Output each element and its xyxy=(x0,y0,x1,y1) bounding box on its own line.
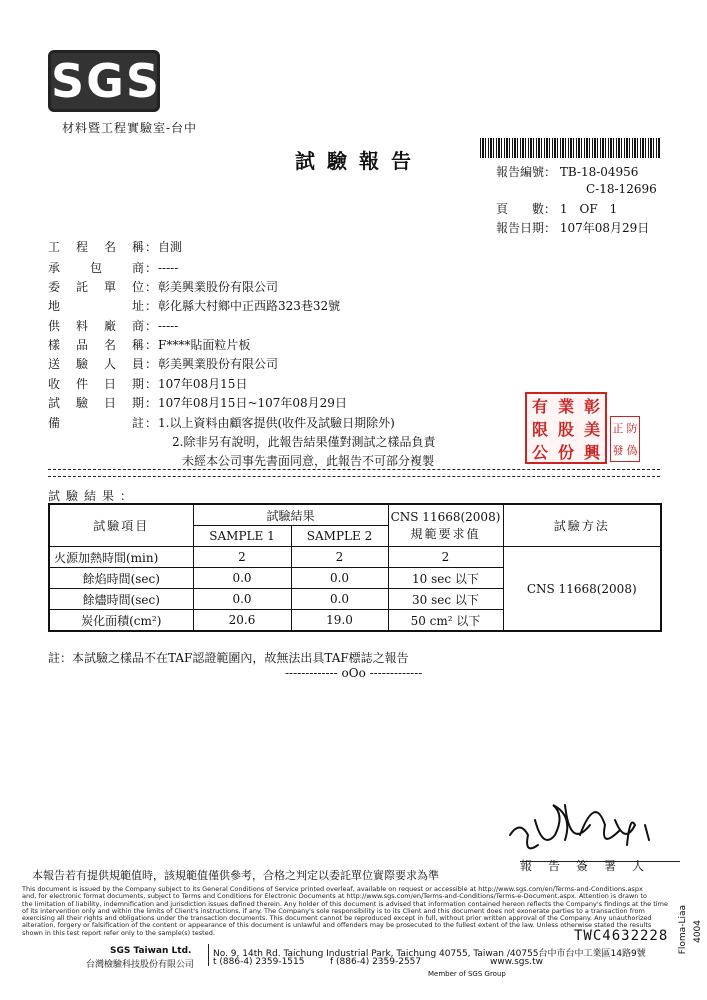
field-remarks: 備註：1.以上資料由顧客提供(收件及試驗日期除外) xyxy=(48,416,395,430)
signatory-line xyxy=(520,861,680,862)
footer-company-en: SGS Taiwan Ltd. xyxy=(110,946,192,956)
results-label: 試驗結果： xyxy=(48,489,139,503)
row-item: 餘燼時間(sec) xyxy=(49,589,193,610)
row-item: 炭化面積(cm²) xyxy=(49,610,193,632)
anti-forgery-stamp xyxy=(610,416,640,462)
row-item: 餘焰時間(sec) xyxy=(49,568,193,589)
field-label: 供料廠商 xyxy=(48,319,144,333)
separator-line xyxy=(48,469,660,470)
field-label: 承包商 xyxy=(48,261,144,275)
field-value: 107年08月15日~107年08月29日 xyxy=(158,396,347,410)
header-test-item: 試驗項目 xyxy=(49,504,193,547)
legal-line: of its intervention only and within the limits of Client's instructions, if any. The Company's sole responsibility is to its Client and this document does not exonerate parties to a transaction from xyxy=(22,906,645,915)
report-number-value: TB-18-04956 xyxy=(559,165,639,179)
field-value: ----- xyxy=(158,319,179,333)
field-client: 委託單位：彰美興業股份有限公司 xyxy=(48,280,279,294)
report-date-row xyxy=(496,219,649,236)
header-sample-1: SAMPLE 1 xyxy=(193,526,291,547)
remark-line-3: 未經本公司事先書面同意，此報告不可部分複製 xyxy=(182,454,435,468)
stamp-char: 彰 xyxy=(583,397,600,416)
row-requirement: 2 xyxy=(388,547,503,568)
footer-fax: f (886-4) 2359-2557 xyxy=(330,957,422,967)
footer-divider xyxy=(208,944,209,966)
report-date-label: 報告日期： xyxy=(496,221,557,235)
report-title: 試驗報告 xyxy=(295,149,423,173)
field-label: 樣品名稱 xyxy=(48,338,144,352)
footer-address: No. 9, 14th Rd. Taichung Industrial Park, Taichung 40755, Taiwan /40755台中市台中工業區14路9號 xyxy=(213,949,646,959)
row-sample-2: 2 xyxy=(291,547,388,568)
stamp-char: 美 xyxy=(583,420,600,439)
row-sample-2: 19.0 xyxy=(291,610,388,632)
footer-company-zh: 台灣檢驗科技股份有限公司 xyxy=(86,960,195,970)
stamp-char: 發 xyxy=(612,444,624,457)
legal-line: shown in this test report refer only to the sample(s) tested. xyxy=(22,928,215,937)
test-method-value: CNS 11668(2008) xyxy=(503,547,661,632)
field-project-name: 工程名稱：自測 xyxy=(48,240,183,254)
field-value: F****貼面粒片板 xyxy=(158,338,251,352)
row-sample-2: 0.0 xyxy=(291,568,388,589)
page-count-value: 1 OF 1 xyxy=(559,202,618,216)
field-sample-name: 樣品名稱：F****貼面粒片板 xyxy=(48,338,251,352)
field-label: 備註 xyxy=(48,416,144,430)
logo-text: SGS xyxy=(51,54,162,108)
page-count-label: 頁 數： xyxy=(496,202,557,216)
report-number-value-2: C-18-12696 xyxy=(586,182,657,196)
footer-tel: t (886-4) 2359-1515 xyxy=(213,957,305,967)
taf-note: 註：本試驗之樣品不在TAF認證範圍內，故無法出具TAF標誌之報告 xyxy=(48,651,409,665)
field-value: 彰美興業股份有限公司 xyxy=(158,357,279,371)
report-number-row xyxy=(496,163,638,180)
report-date-value: 107年08月29日 xyxy=(559,221,650,235)
row-sample-2: 0.0 xyxy=(291,589,388,610)
header-sample-2: SAMPLE 2 xyxy=(291,526,388,547)
signatory-label: 報告簽署人 xyxy=(520,859,661,873)
field-received-date: 收件日期：107年08月15日 xyxy=(48,377,248,391)
stamp-char: 有 xyxy=(531,397,548,416)
legal-line: and, for electronic format documents, subject to Terms and Conditions for Electronic Documents at http://www.sgs.com/en/Terms-and-Conditions/Terms-e-Document.aspx. Attention is drawn to xyxy=(22,892,647,901)
results-table xyxy=(48,503,662,632)
stamp-char: 興 xyxy=(583,443,600,462)
row-requirement: 50 cm² 以下 xyxy=(388,610,503,632)
disclaimer-text: 本報告若有提供規範值時，該規範值僅供參考，合格之判定以委託單位實際要求為準 xyxy=(32,869,439,882)
field-value: ----- xyxy=(158,261,179,275)
company-seal-stamp xyxy=(525,392,607,464)
stamp-char: 股 xyxy=(557,420,574,439)
header-standard-line1: CNS 11668(2008) xyxy=(390,509,501,524)
remark-line-2: 2.除非另有說明，此報告結果僅對測試之樣品負責 xyxy=(172,435,436,449)
page-count-row xyxy=(496,200,617,217)
footer-member: Member of SGS Group xyxy=(428,970,506,978)
row-item: 火源加熱時間(min) xyxy=(49,547,193,568)
stamp-char: 偽 xyxy=(626,444,638,457)
field-label: 試驗日期 xyxy=(48,396,144,410)
field-label: 工程名稱 xyxy=(48,240,144,254)
legal-line: This document is issued by the Company subject to its General Conditions of Service printed overleaf, available on request or accessible at http://www.sgs.com/en/Terms-and-Conditions.aspx xyxy=(22,885,643,893)
stamp-char: 業 xyxy=(557,397,574,416)
field-value: 自測 xyxy=(158,240,183,254)
report-number-label: 報告編號： xyxy=(496,165,557,179)
header-standard-line2: 規範要求值 xyxy=(410,526,481,541)
stamp-char: 限 xyxy=(531,420,548,439)
row-requirement: 30 sec 以下 xyxy=(388,589,503,610)
field-address: 地址：彰化縣大村鄉中正西路323巷32號 xyxy=(48,299,341,313)
legal-line: alteration, forgery or falsification of the content or appearance of this document is unlawful and offenders may be prosecuted to the fullest extent of the law. Unless otherwise stated the results xyxy=(22,921,652,930)
end-mark: ------------- oOo ------------- xyxy=(285,666,423,680)
field-label: 送驗人員 xyxy=(48,357,144,371)
header-standard xyxy=(388,504,503,547)
row-requirement: 10 sec 以下 xyxy=(388,568,503,589)
separator-line xyxy=(48,476,660,477)
stamp-char: 份 xyxy=(557,443,574,462)
side-code: 4004 xyxy=(693,920,703,943)
sgs-logo xyxy=(48,50,160,112)
stamp-char: 正 xyxy=(612,422,624,435)
field-supplier: 供料廠商：----- xyxy=(48,319,179,333)
header-test-method: 試驗方法 xyxy=(503,504,661,547)
field-test-date: 試驗日期：107年08月15日~107年08月29日 xyxy=(48,396,347,410)
field-contractor: 承包商：----- xyxy=(48,261,179,275)
report-number-row-2 xyxy=(586,182,657,196)
row-sample-1: 0.0 xyxy=(193,589,291,610)
field-value: 1.以上資料由顧客提供(收件及試驗日期除外) xyxy=(158,416,395,430)
field-label: 委託單位 xyxy=(48,280,144,294)
field-label: 收件日期 xyxy=(48,377,144,391)
table-row xyxy=(49,547,661,568)
legal-line: exercising all their rights and obligations under the transaction documents. This document cannot be reproduced except in full, without prior written approval of the Company. Any unauthorized xyxy=(22,914,652,923)
stamp-char: 防 xyxy=(626,422,638,435)
footer-web: www.sgs.tw xyxy=(490,957,543,967)
field-value: 彰美興業股份有限公司 xyxy=(158,280,279,294)
row-sample-1: 0.0 xyxy=(193,568,291,589)
row-sample-1: 2 xyxy=(193,547,291,568)
field-value: 彰化縣大村鄉中正西路323巷32號 xyxy=(158,299,341,313)
field-label: 地址 xyxy=(48,299,144,313)
stamp-char: 公 xyxy=(531,443,548,462)
serial-number: TWC4632228 xyxy=(574,928,669,944)
legal-line: the limitation of liability, indemnification and jurisdiction issues defined therein. Any holder of this document is advised that information contained hereon reflects the Company's findings at the time xyxy=(22,899,668,908)
header-test-result: 試驗結果 xyxy=(193,504,388,526)
barcode xyxy=(480,138,660,158)
side-form-code: Floma-Liaa xyxy=(678,905,688,955)
lab-name: 材料暨工程實驗室-台中 xyxy=(62,121,198,135)
field-submitter: 送驗人員：彰美興業股份有限公司 xyxy=(48,357,279,371)
row-sample-1: 20.6 xyxy=(193,610,291,632)
field-value: 107年08月15日 xyxy=(158,377,248,391)
